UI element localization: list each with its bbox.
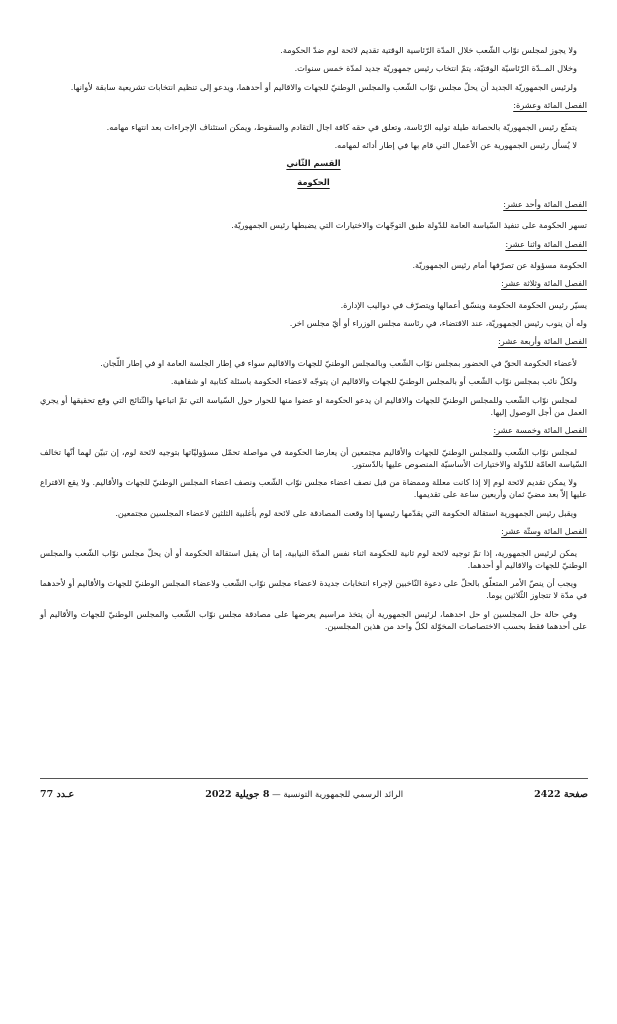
article-heading-115: الفصل المائة وخمسة عشر:	[493, 425, 587, 436]
page-number: صفحة 2422	[534, 789, 588, 800]
paragraph: تسهر الحكومة على تنفيذ السّياسة العامة للدّولة طبق التوجّهات والاختيارات التي يضبطها رئيس الجمهوريّة.	[231, 220, 587, 231]
issue-number: عـدد 77	[40, 789, 75, 800]
issue-date: 8 جويلية 2022	[205, 789, 270, 800]
paragraph: ولكلّ نائب بمجلس نوّاب الشّعب أو بالمجلس الوطنيّ للجهات والاقاليم ان يتوجّه لاعضاء الحكومة باسئلة كتابية او شفاهية.	[170, 376, 577, 387]
article-heading-112: الفصل المائة واثنا عشر:	[505, 238, 587, 249]
article-heading-116: الفصل المائة وستّة عشر:	[501, 526, 587, 537]
paragraph: يتمتّع رئيس الجمهوريّة بالحصانة طيلة توليه الرّئاسة، وتعلق في حقه كافة اجال التقادم والسقوط، ويمكن استئناف الإجراءات بعد انتهاء مهامه.	[106, 121, 577, 132]
paragraph: لا يُسأل رئيس الجمهورية عن الأعمال التي قام بها في إطار أدائه لمهامه.	[334, 139, 577, 150]
article-heading-111: الفصل المائة وأحد عشر:	[503, 198, 587, 209]
paragraph: ولرئيس الجمهوريّة الجديد أن يحلّ مجلس نوّاب الشّعب والمجلس الوطنيّ للجهات والاقاليم أو أحدهما، ويدعو إلى تنظيم انتخابات تشريعية سابقة لأوانها.	[70, 81, 577, 92]
paragraph: وخلال المــدّة الرّئاسيّة الوقتيّة، يتمّ انتخاب رئيس جمهوريّة جديد لمدّة خمس سنوات.	[294, 63, 577, 74]
paragraph: ولا يجوز لمجلس نوّاب الشّعب خلال المدّة الرّئاسية الوقتية تقديم لائحة لوم ضدّ الحكومة.	[280, 45, 577, 55]
paragraph: لمجلس نوّاب الشّعب وللمجلس الوطنيّ للجهات والاقاليم ان يدعو الحكومة او عضوا منها للحوار حول السّياسة التي تمّ اتباعها والنّتائج التي وقع تحقيقها أو يجري العمل من أجل الوصول إليها.	[40, 394, 587, 417]
paragraph: الحكومة مسؤولة عن تصرّفها أمام رئيس الجمهوريّة.	[412, 259, 587, 270]
paragraph: وفي حالة حل المجلسين او حل احدهما، لرئيس الجمهورية أن يتخذ مراسيم يعرضها على مصادقة مجلس نوّاب الشّعب والمجلس الوطنيّ للجهات والأقاليم أو على أحدهما فقط بحسب الاختصاصات المخوّلة لكلّ واحد من هذين المجلسين.	[40, 608, 587, 631]
paragraph: ويقبل رئيس الجمهورية استقالة الحكومة التي يقدّمها رئيسها إذا وقعت المصادقة على لائحة لوم بأغلبية الثلثين لاعضاء المجلسين مجتمعين.	[115, 507, 577, 518]
article-heading-114: الفصل المائة وأربعة عشر:	[498, 336, 587, 347]
paragraph: لمجلس نوّاب الشّعب وللمجلس الوطنيّ للجهات والأقاليم مجتمعين أن يعارضا الحكومة في مواصلة تحمّل مسؤوليّاتها بتوجيه لائحة لوم، إن تبيّن لهما أنّها تخالف السّياسة العامّة للدّولة والاختيارات الأساسيّة المنصوص عليها بالدّستور.	[40, 446, 587, 469]
paragraph: وله أن ينوب رئيس الجمهوريّة، عند الاقتضاء، في رئاسة مجلس الوزراء أو أيّ مجلس اخر.	[289, 318, 587, 329]
article-heading-113: الفصل المائة وثلاثة عشر:	[501, 278, 587, 289]
document-page	[40, 44, 587, 638]
page-footer	[40, 778, 588, 800]
journal-title-date	[205, 789, 403, 800]
section-title: القسم الثّاني	[286, 158, 341, 169]
paragraph: ولا يمكن تقديم لائحة لوم إلا إذا كانت معللة وممضاة من قبل نصف اعضاء مجلس نوّاب الشّعب ونصف اعضاء المجلس الوطنيّ للجهات والأقاليم. ولا يقع الاقتراع عليها إلاّ بعد مضيّ ثمان وأربعين ساعة على تقديمها.	[40, 477, 587, 500]
paragraph: ويجب أن ينصّ الأمر المتعلّق بالحلّ على دعوة النّاخبين لإجراء انتخابات جديدة لاعضاء مجلس نوّاب الشّعب ولاعضاء المجلس الوطنيّ للجهات والأقاليم أو لأحدهما في مدّة لا تتجاوز الثّلاثين يوما.	[40, 578, 587, 601]
journal-title: الرائد الرسمي للجمهورية التونسية —	[272, 790, 404, 800]
paragraph: يمكن لرئيس الجمهورية، إذا تمّ توجيه لائحة لوم ثانية للحكومة اثناء نفس المدّة النيابية، إما أن يقبل استقالة الحكومة أو أن يحلّ مجلس نوّاب الشّعب والمجلس الوطنيّ للجهات والاقاليم أو أحدهما.	[40, 547, 587, 570]
section-subtitle: الحكومة	[297, 176, 330, 187]
paragraph: لأعضاء الحكومة الحقّ في الحضور بمجلس نوّاب الشّعب وبالمجلس الوطنيّ للجهات والاقاليم سواء في إطار الجلسة العامة او في إطار اللّجان.	[100, 357, 577, 368]
paragraph: يسيّر رئيس الحكومة الحكومة وينسّق أعمالها ويتصرّف في دواليب الإدارة.	[340, 299, 587, 310]
article-heading-110: الفصل المائة وعشرة:	[513, 100, 587, 111]
